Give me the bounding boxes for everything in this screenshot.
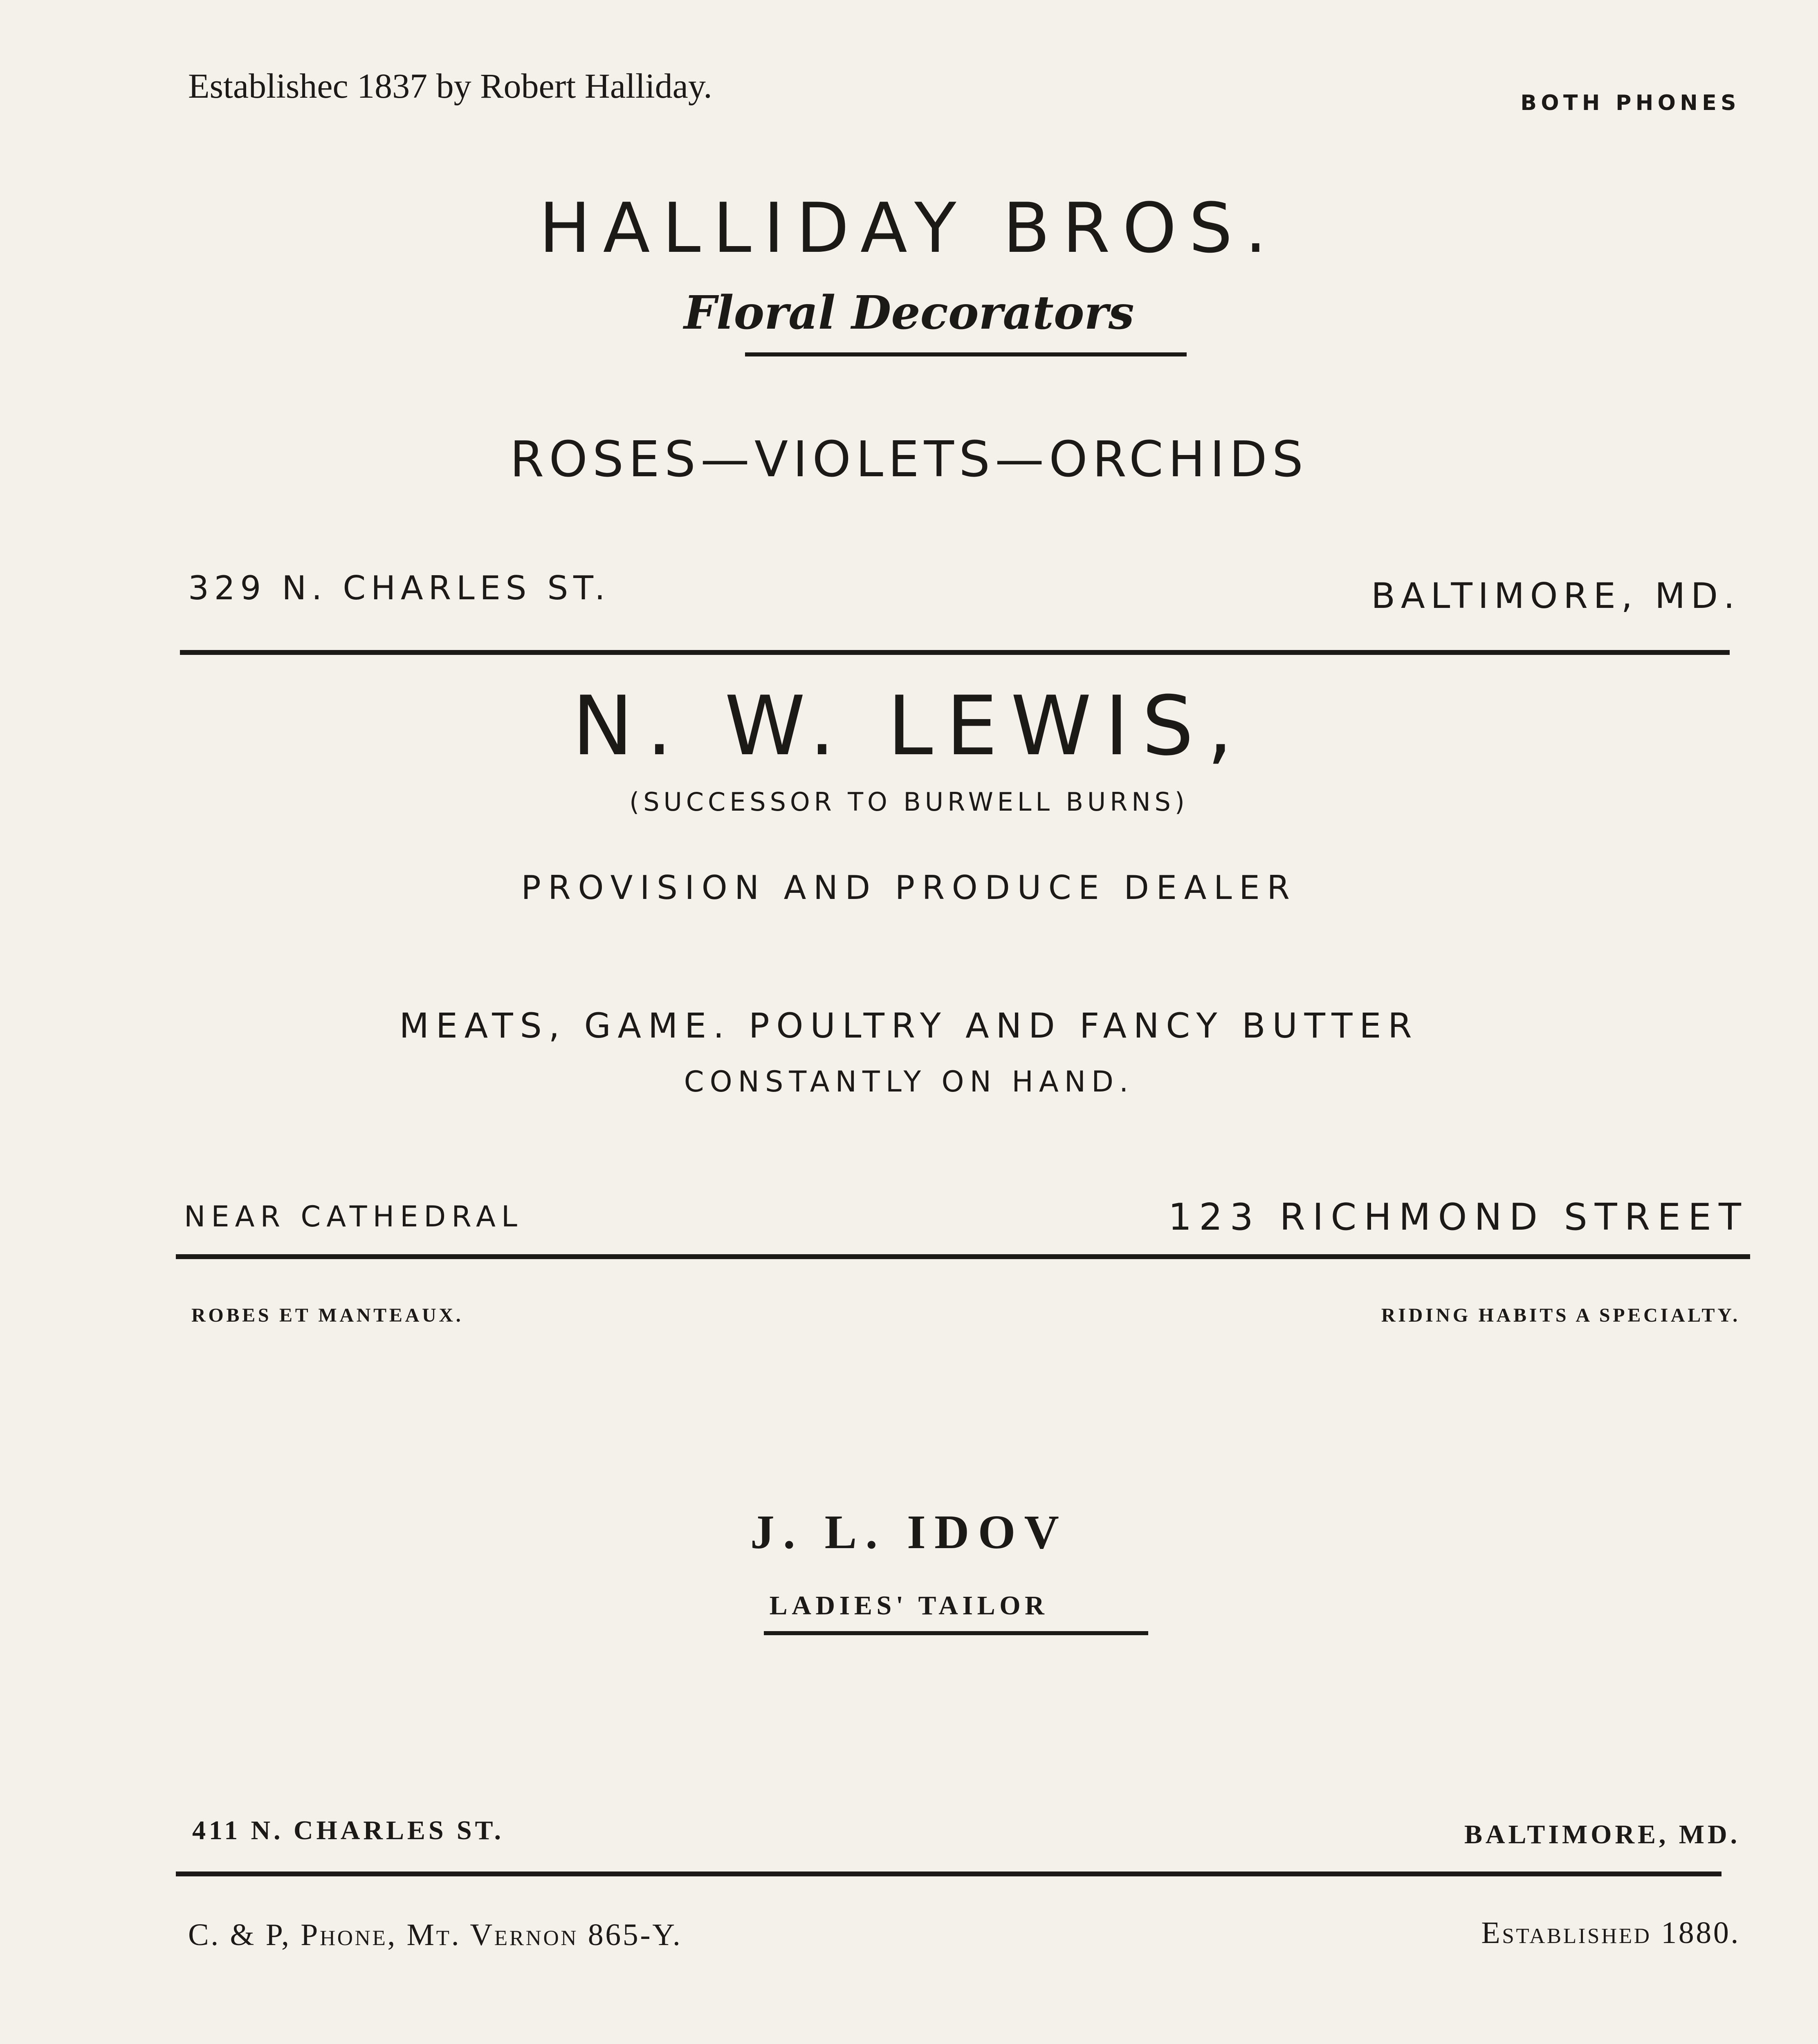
- successor-note: (SUCCESSOR TO BURWELL BURNS): [629, 787, 1189, 817]
- divider-2: [176, 1254, 1750, 1259]
- stock-line: CONSTANTLY ON HAND.: [684, 1065, 1134, 1098]
- goods-line: MEATS, GAME. POULTRY AND FANCY BUTTER: [399, 1006, 1419, 1046]
- city: BALTIMORE, MD.: [1464, 1820, 1740, 1849]
- address: 123 RICHMOND STREET: [1168, 1196, 1748, 1239]
- trade-line: LADIES' TAILOR: [769, 1591, 1049, 1620]
- address: 329 N. CHARLES ST.: [188, 569, 610, 607]
- phone-line: C. & P, Phone, Mt. Vernon 865-Y.: [188, 1918, 682, 1952]
- flowers-line: ROSES—VIOLETS—ORCHIDS: [510, 431, 1308, 488]
- divider-1: [180, 650, 1730, 655]
- business-name: N. W. LEWIS,: [572, 679, 1246, 774]
- left-tag: ROBES ET MANTEAUX.: [191, 1304, 464, 1326]
- subtitle-underline: [745, 352, 1187, 356]
- business-name: HALLIDAY BROS.: [539, 188, 1279, 268]
- trade-underline: [764, 1631, 1148, 1635]
- business-subtitle: Floral Decorators: [684, 286, 1134, 340]
- address: 411 N. CHARLES ST.: [192, 1815, 504, 1845]
- phones-note: BOTH PHONES: [1520, 91, 1740, 115]
- business-name: J. L. IDOV: [750, 1505, 1068, 1559]
- right-tag: RIDING HABITS A SPECIALTY.: [1381, 1304, 1740, 1326]
- established-line: Established 1880.: [1481, 1916, 1740, 1950]
- established-line: Establishec 1837 by Robert Halliday.: [188, 66, 712, 105]
- divider-3: [176, 1871, 1721, 1876]
- trade-line: PROVISION AND PRODUCE DEALER: [521, 869, 1297, 907]
- city: BALTIMORE, MD.: [1371, 576, 1740, 616]
- location-note: NEAR CATHEDRAL: [184, 1200, 523, 1233]
